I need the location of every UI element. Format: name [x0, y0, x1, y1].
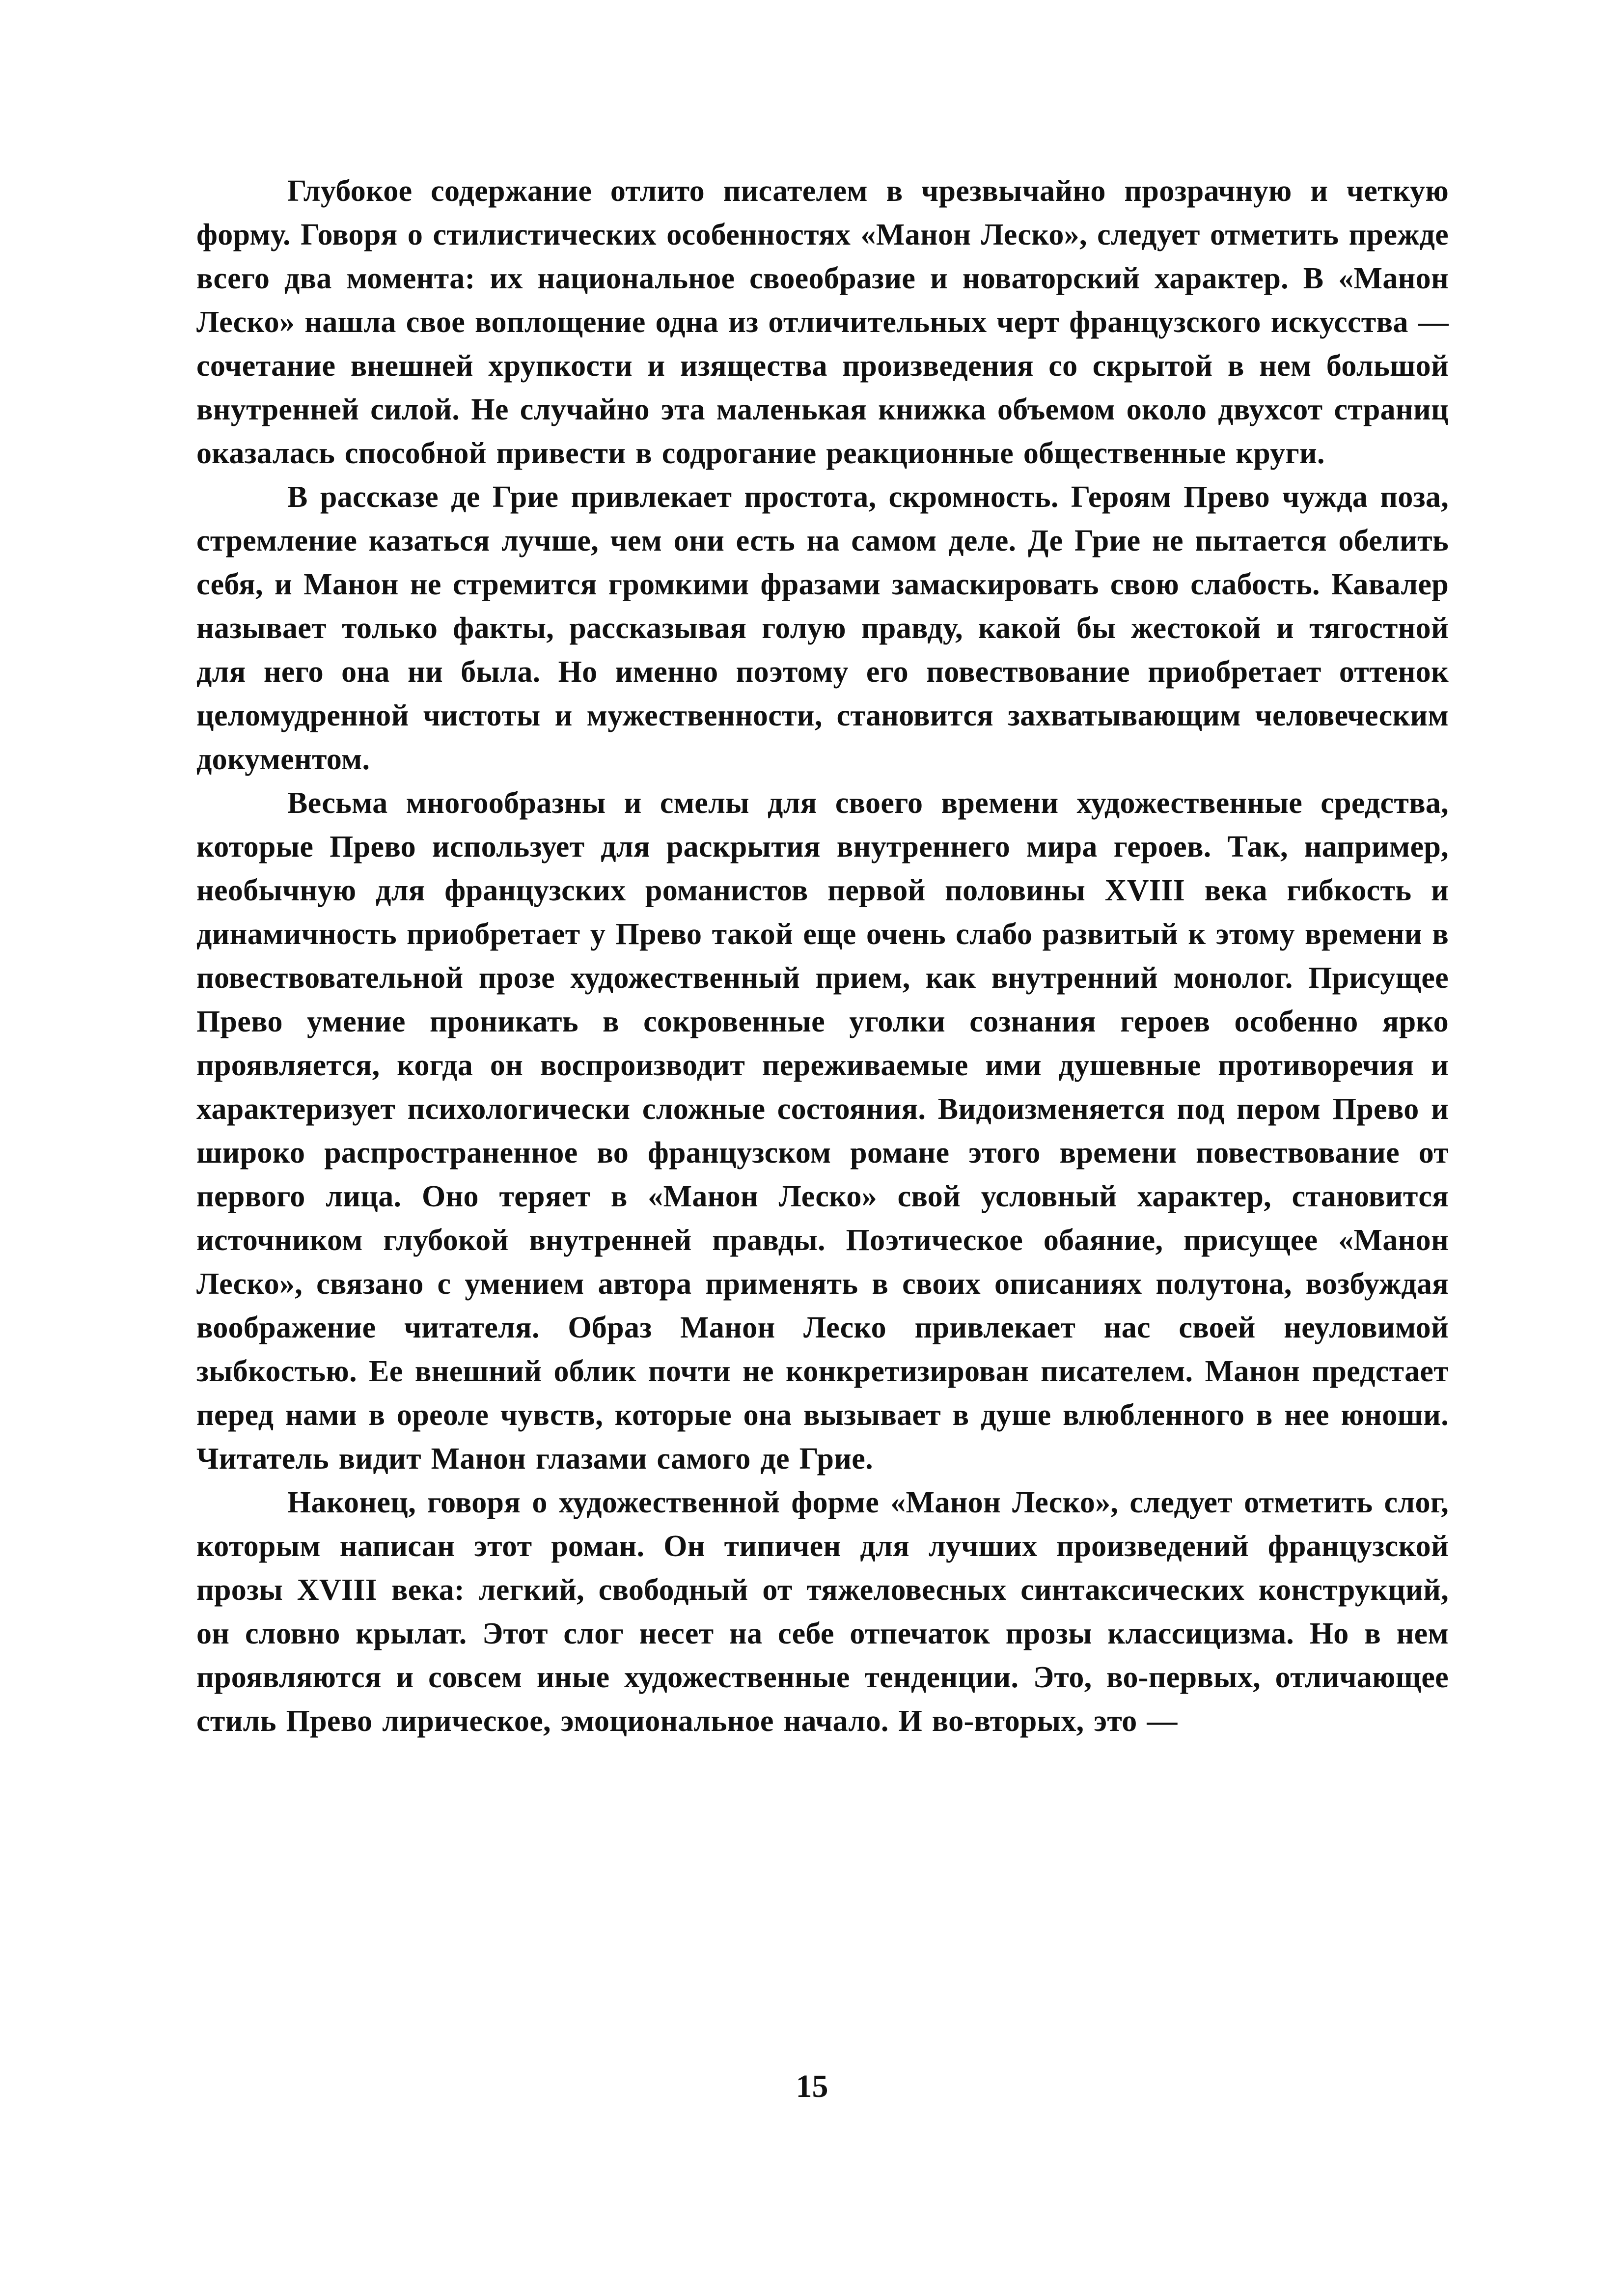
- paragraph-artistic-means: Весьма многообразны и смелы для своего времени художественные средства, которые Прево использует для раскрытия внутреннего мира героев. Так, например, необычную для французских романистов первой половины XVIII века гибкость и динамичность приобретает у Прево такой еще очень слабо развитый к этому времени в повествовательной прозе художественный прием, как внутренний монолог. Присущее Прево умение проникать в сокровенные уголки сознания героев особенно ярко проявляется, когда он воспроизводит переживаемые ими душевные противоречия и характеризует психологически сложные состояния. Видоизменяется под пером Прево и широко распространенное во французском романе этого времени повествование от первого лица. Оно теряет в «Манон Леско» свой условный характер, становится источником глубокой внутренней правды. Поэтическое обаяние, присущее «Манон Леско», связано с умением автора применять в своих описаниях полутона, возбуждая воображение читателя. Образ Манон Леско привлекает нас своей неуловимой зыбкостью. Ее внешний облик почти не конкретизирован писателем. Манон предстает перед нами в ореоле чувств, которые она вызывает в душе влюбленного в нее юноши. Читатель видит Манон глазами самого де Грие.: [196, 786, 1449, 1476]
- paragraph-narration: В рассказе де Грие привлекает простота, скромность. Героям Прево чужда поза, стремление казаться лучше, чем они есть на самом деле. Де Грие не пытается обелить себя, и Манон не стремится громкими фразами замаскировать свою слабость. Кавалер называет только факты, рассказывая голую правду, какой бы жестокой и тягостной для него она ни была. Но именно поэтому его повествование приобретает оттенок целомудренной чистоты и мужественности, становится захватывающим человеческим документом.: [196, 480, 1449, 776]
- body-text: [196, 169, 1449, 1743]
- page-number: 15: [796, 2068, 828, 2104]
- paragraph-prose-style: Наконец, говоря о художественной форме «Манон Леско», следует отметить слог, которым написан этот роман. Он типичен для лучших произведений французской прозы XVIII века: легкий, свободный от тяжеловесных синтаксических конструкций, он словно крылат. Этот слог несет на себе отпечаток прозы классицизма. Но в нем проявляются и совсем иные художественные тенденции. Это, во-первых, отличающее стиль Прево лирическое, эмоциональное начало. И во-вторых, это —: [196, 1486, 1449, 1738]
- paragraph-style: Глубокое содержание отлито писателем в чрезвычайно прозрачную и четкую форму. Говоря о стилистических особенностях «Манон Леско», следует отметить прежде всего два момента: их национальное своеобразие и новаторский характер. В «Манон Леско» нашла свое воплощение одна из отличительных черт французского искусства — сочетание внешней хрупкости и изящества произведения со скрытой в нем большой внутренней силой. Не случайно эта маленькая книжка объемом около двухсот страниц оказалась способной привести в содрогание реакционные общественные круги.: [196, 174, 1449, 470]
